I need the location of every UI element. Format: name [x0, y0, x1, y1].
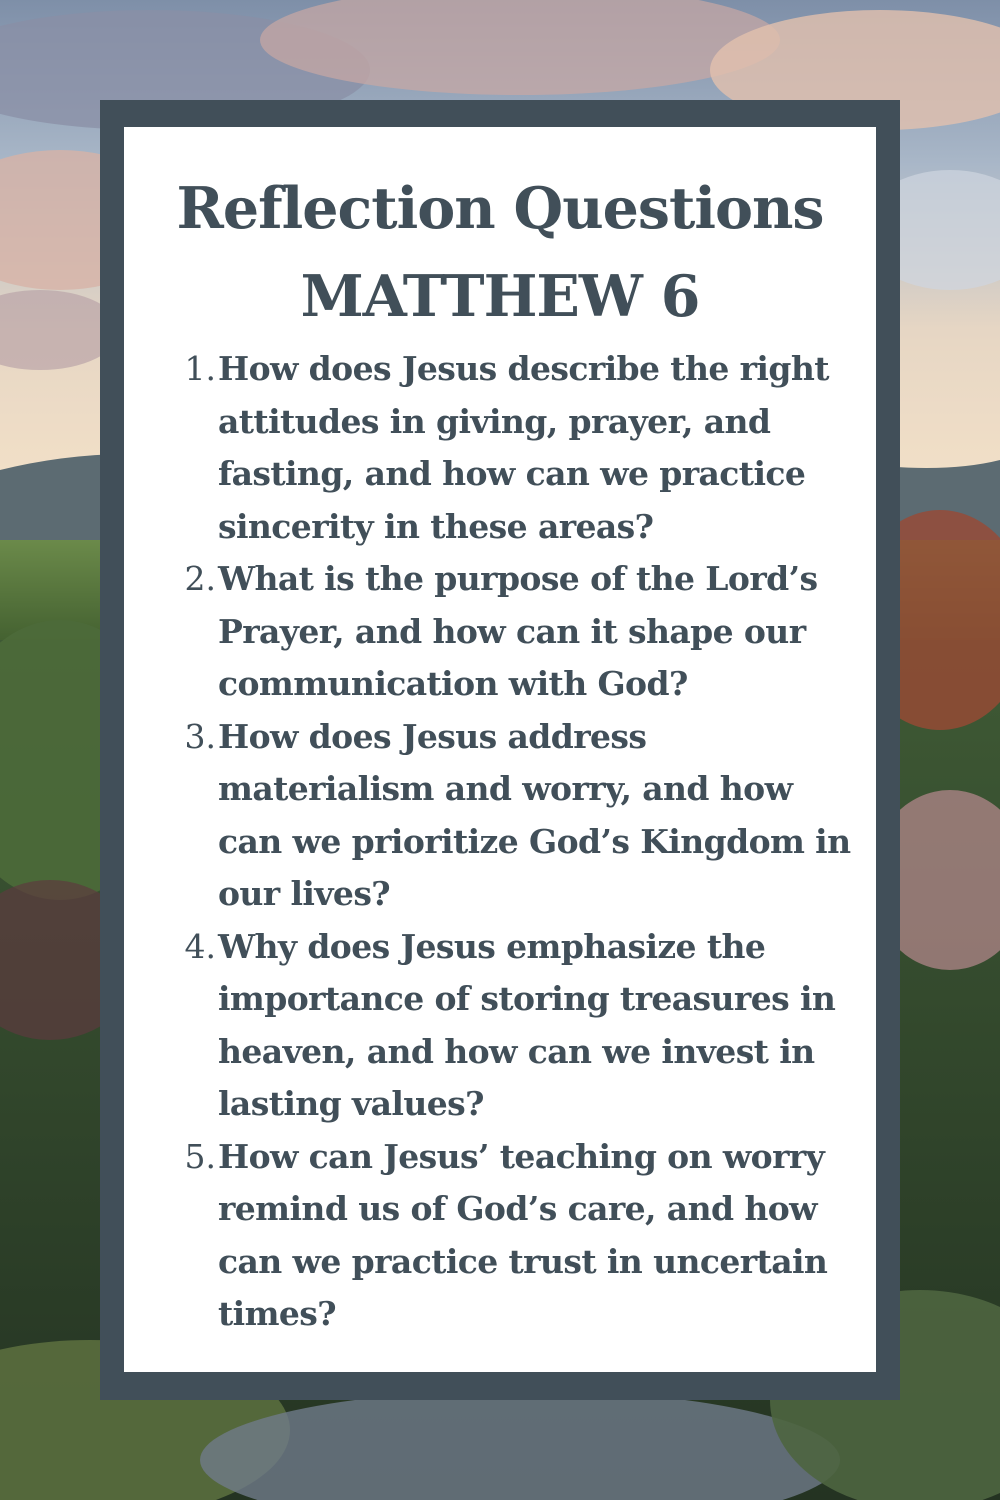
- reflection-card: [124, 127, 876, 1372]
- title-line-chapter: MATTHEW 6: [300, 263, 700, 330]
- question-number: 1.: [184, 349, 216, 388]
- question-text: What is the purpose of the Lord’s Prayer, and how can it shape our communication with God?: [218, 559, 818, 703]
- question-item: [124, 553, 876, 711]
- question-list: [124, 343, 876, 1341]
- page-title: [124, 165, 876, 341]
- question-text: How does Jesus describe the right attitudes in giving, prayer, and fasting, and how can we practice sincerity in these areas?: [218, 349, 829, 546]
- question-number: 5.: [184, 1136, 216, 1176]
- question-text: Why does Jesus emphasize the importance of storing treasures in heaven, and how can we invest in lasting values?: [218, 926, 836, 1123]
- question-text: How can Jesus’ teaching on worry remind us of God’s care, and how can we practice trust in uncertain times?: [218, 1136, 828, 1333]
- question-item: [124, 1131, 876, 1341]
- question-item: [124, 711, 876, 921]
- question-number: 3.: [184, 716, 216, 756]
- question-number: 4.: [184, 926, 216, 966]
- question-item: [124, 343, 876, 553]
- question-number: 2.: [184, 559, 216, 598]
- card-frame: [100, 100, 900, 1400]
- title-line-heading: Reflection Questions: [176, 175, 824, 242]
- question-item: [124, 921, 876, 1131]
- question-text: How does Jesus address materialism and worry, and how can we prioritize God’s Kingdom in our lives?: [218, 716, 851, 913]
